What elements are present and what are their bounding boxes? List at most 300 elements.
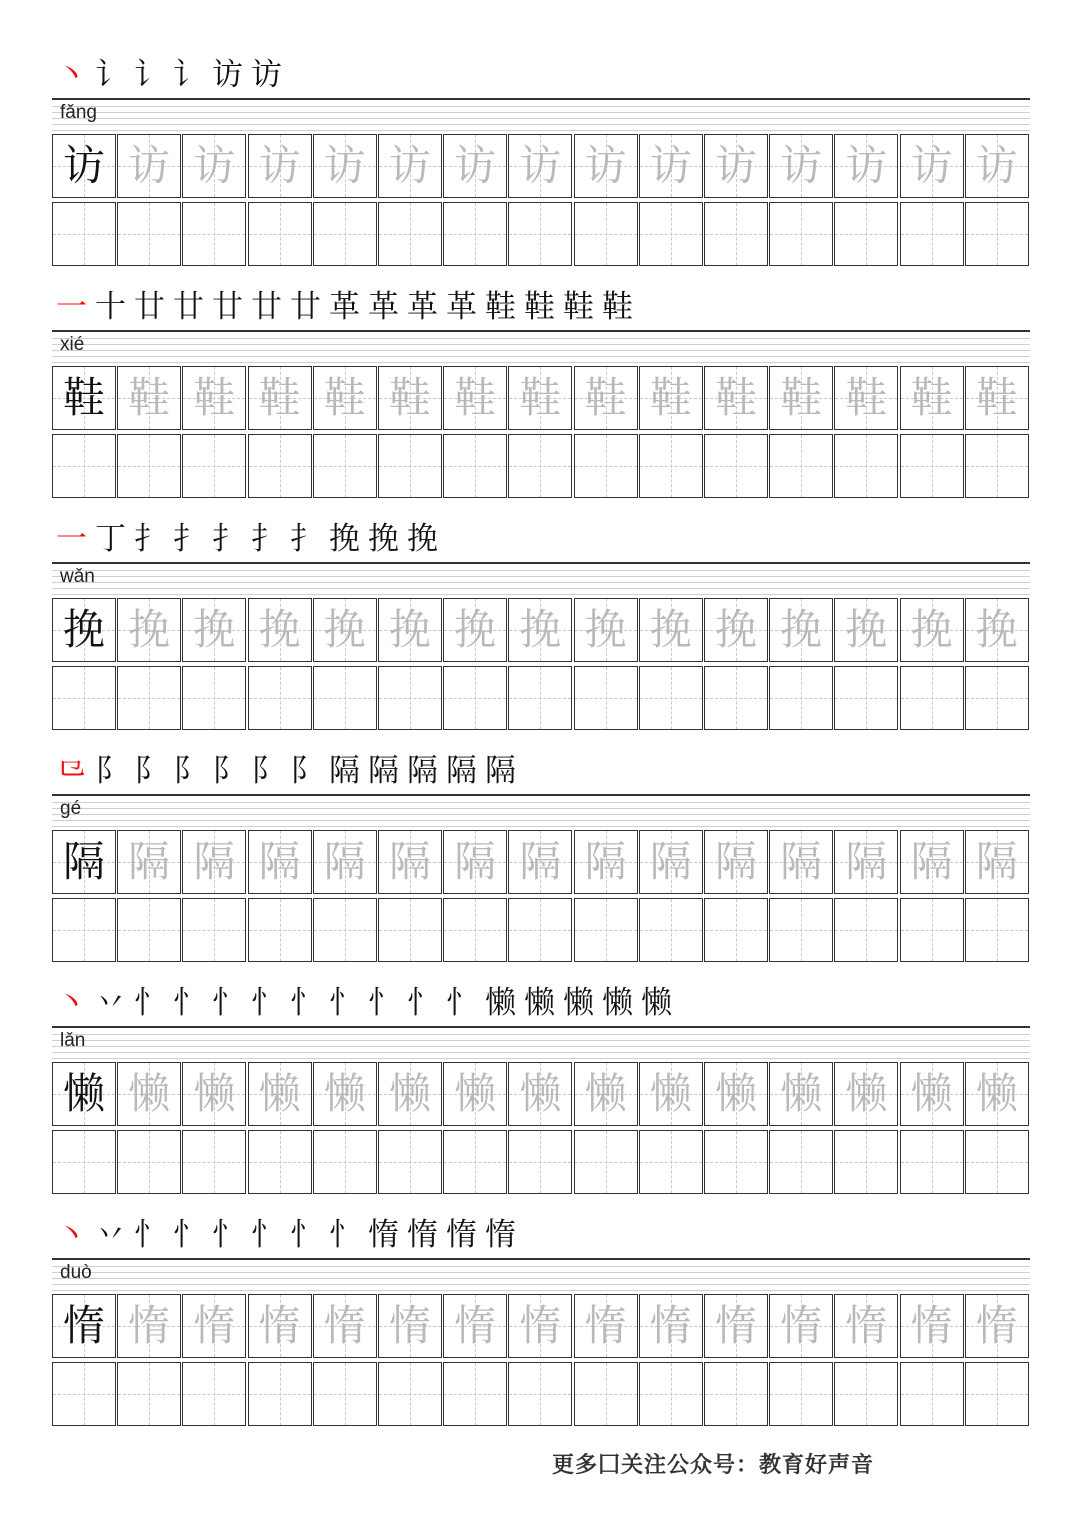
practice-cell[interactable] xyxy=(443,666,507,730)
practice-cell[interactable] xyxy=(704,666,768,730)
practice-cell[interactable] xyxy=(834,202,898,266)
practice-cell[interactable] xyxy=(248,1130,312,1194)
trace-cell xyxy=(248,830,312,894)
practice-cell[interactable] xyxy=(508,666,572,730)
practice-cell[interactable] xyxy=(378,434,442,498)
guide-line xyxy=(52,808,1030,809)
stroke-step: 一 xyxy=(56,289,91,325)
stroke-step: 讠 xyxy=(173,57,208,93)
pinyin-label: lǎn xyxy=(60,1030,86,1051)
practice-cell[interactable] xyxy=(378,202,442,266)
trace-cell xyxy=(769,830,833,894)
stroke-step: 懒 xyxy=(524,985,559,1021)
stroke-step: 廿 xyxy=(212,289,247,325)
guide-line xyxy=(52,826,1030,827)
trace-character: 挽 xyxy=(258,605,301,654)
guide-line xyxy=(52,130,1030,131)
trace-cell xyxy=(900,134,964,198)
trace-character: 隔 xyxy=(975,837,1018,886)
tracing-row xyxy=(52,598,1030,662)
trace-character: 鞋 xyxy=(193,373,236,422)
trace-character: 挽 xyxy=(780,605,823,654)
practice-cell[interactable] xyxy=(704,202,768,266)
practice-cell[interactable] xyxy=(117,1130,181,1194)
trace-character: 鞋 xyxy=(454,373,497,422)
trace-character: 懒 xyxy=(910,1069,953,1118)
trace-character: 访 xyxy=(780,141,823,190)
stroke-step: 挽 xyxy=(329,521,364,557)
trace-cell xyxy=(900,1062,964,1126)
trace-cell xyxy=(639,366,703,430)
stroke-step: 鞋 xyxy=(485,289,520,325)
trace-character: 挽 xyxy=(519,605,562,654)
stroke-step: 革 xyxy=(407,289,442,325)
practice-cell[interactable] xyxy=(52,1130,116,1194)
trace-cell xyxy=(378,830,442,894)
guide-line xyxy=(52,1058,1030,1059)
practice-cell[interactable] xyxy=(378,1362,442,1426)
practice-cell[interactable] xyxy=(52,1362,116,1426)
practice-cell[interactable] xyxy=(182,666,246,730)
practice-cell[interactable] xyxy=(52,202,116,266)
footer-note: 更多囗关注公众号：教育好声音 xyxy=(552,1452,875,1477)
trace-character: 懒 xyxy=(584,1069,627,1118)
trace-character: 鞋 xyxy=(388,373,431,422)
stroke-step: 阝 xyxy=(290,753,325,789)
practice-cell[interactable] xyxy=(182,1362,246,1426)
trace-character: 访 xyxy=(128,141,171,190)
practice-cell[interactable] xyxy=(639,434,703,498)
trace-cell xyxy=(769,598,833,662)
stroke-step: 懒 xyxy=(602,985,637,1021)
practice-cell[interactable] xyxy=(900,1130,964,1194)
header-rule xyxy=(52,794,1030,796)
trace-character: 鞋 xyxy=(845,373,888,422)
trace-character: 惰 xyxy=(975,1301,1018,1350)
practice-cell[interactable] xyxy=(574,202,638,266)
trace-cell xyxy=(117,598,181,662)
trace-cell xyxy=(574,830,638,894)
trace-character: 隔 xyxy=(128,837,171,886)
practice-cell[interactable] xyxy=(834,666,898,730)
stroke-step: 忄 xyxy=(251,985,286,1021)
model-character: 挽 xyxy=(62,605,105,654)
trace-cell xyxy=(508,366,572,430)
practice-cell[interactable] xyxy=(965,898,1029,962)
stroke-step: 丁 xyxy=(95,521,130,557)
stroke-order-row xyxy=(56,980,1056,1026)
trace-cell xyxy=(182,830,246,894)
practice-cell[interactable] xyxy=(508,898,572,962)
stroke-step: ⺋ xyxy=(56,753,91,789)
trace-cell xyxy=(378,598,442,662)
trace-character: 懒 xyxy=(193,1069,236,1118)
trace-character: 隔 xyxy=(714,837,757,886)
trace-cell xyxy=(248,366,312,430)
trace-character: 访 xyxy=(584,141,627,190)
practice-cell[interactable] xyxy=(769,898,833,962)
stroke-order-row xyxy=(56,516,1056,562)
stroke-step: 阝 xyxy=(251,753,286,789)
blank-practice-row xyxy=(52,1362,1030,1426)
trace-cell xyxy=(248,1062,312,1126)
practice-cell[interactable] xyxy=(52,434,116,498)
practice-cell[interactable] xyxy=(574,1130,638,1194)
practice-cell[interactable] xyxy=(704,898,768,962)
trace-cell xyxy=(574,1294,638,1358)
stroke-step: 革 xyxy=(368,289,403,325)
practice-cell[interactable] xyxy=(639,1362,703,1426)
trace-cell xyxy=(834,1294,898,1358)
stroke-step: 鞋 xyxy=(524,289,559,325)
trace-character: 隔 xyxy=(519,837,562,886)
guide-line xyxy=(52,338,1030,339)
trace-cell xyxy=(574,598,638,662)
trace-character: 懒 xyxy=(649,1069,692,1118)
stroke-step: 阝 xyxy=(95,753,130,789)
trace-character: 懒 xyxy=(388,1069,431,1118)
guide-line xyxy=(52,344,1030,345)
trace-cell xyxy=(182,134,246,198)
practice-cell[interactable] xyxy=(704,434,768,498)
trace-cell xyxy=(508,598,572,662)
stroke-step: 鞋 xyxy=(563,289,598,325)
trace-cell xyxy=(769,366,833,430)
pinyin-label: duò xyxy=(60,1262,92,1283)
trace-cell xyxy=(834,134,898,198)
practice-cell[interactable] xyxy=(574,1362,638,1426)
trace-character: 挽 xyxy=(714,605,757,654)
guide-line xyxy=(52,124,1030,125)
practice-cell[interactable] xyxy=(639,1130,703,1194)
character-section xyxy=(0,278,1080,510)
trace-cell xyxy=(117,134,181,198)
trace-cell xyxy=(508,830,572,894)
practice-cell[interactable] xyxy=(574,666,638,730)
stroke-step: 扌 xyxy=(212,521,247,557)
guide-line xyxy=(52,1046,1030,1047)
practice-cell[interactable] xyxy=(248,666,312,730)
practice-cell[interactable] xyxy=(182,434,246,498)
trace-cell xyxy=(313,134,377,198)
practice-cell[interactable] xyxy=(117,202,181,266)
stroke-step: 革 xyxy=(329,289,364,325)
trace-character: 鞋 xyxy=(780,373,823,422)
stroke-step: 惰 xyxy=(407,1217,442,1253)
practice-cell[interactable] xyxy=(248,1362,312,1426)
practice-cell[interactable] xyxy=(313,1130,377,1194)
trace-cell xyxy=(443,1294,507,1358)
trace-cell xyxy=(182,1294,246,1358)
practice-cell[interactable] xyxy=(508,434,572,498)
model-cell xyxy=(52,134,116,198)
trace-character: 鞋 xyxy=(519,373,562,422)
model-character: 惰 xyxy=(62,1301,105,1350)
trace-character: 懒 xyxy=(128,1069,171,1118)
stroke-step: 鞋 xyxy=(602,289,637,325)
character-section xyxy=(0,974,1080,1206)
practice-cell[interactable] xyxy=(508,1130,572,1194)
stroke-step: 革 xyxy=(446,289,481,325)
stroke-step: 丶 xyxy=(56,57,91,93)
trace-cell xyxy=(508,134,572,198)
guide-line xyxy=(52,362,1030,363)
practice-cell[interactable] xyxy=(313,202,377,266)
trace-character: 惰 xyxy=(193,1301,236,1350)
trace-character: 惰 xyxy=(388,1301,431,1350)
practice-cell[interactable] xyxy=(248,434,312,498)
trace-cell xyxy=(639,134,703,198)
practice-cell[interactable] xyxy=(639,666,703,730)
practice-cell[interactable] xyxy=(900,666,964,730)
blank-practice-row xyxy=(52,202,1030,266)
trace-cell xyxy=(248,598,312,662)
practice-cell[interactable] xyxy=(965,666,1029,730)
stroke-step: 挽 xyxy=(368,521,403,557)
stroke-step: 忄 xyxy=(290,1217,325,1253)
model-cell xyxy=(52,366,116,430)
guide-line xyxy=(52,1290,1030,1291)
model-character: 访 xyxy=(62,141,105,190)
guide-line xyxy=(52,356,1030,357)
trace-cell xyxy=(574,366,638,430)
practice-cell[interactable] xyxy=(900,434,964,498)
model-cell xyxy=(52,1294,116,1358)
practice-cell[interactable] xyxy=(313,434,377,498)
stroke-order-row xyxy=(56,52,1056,98)
practice-cell[interactable] xyxy=(769,666,833,730)
trace-character: 访 xyxy=(258,141,301,190)
practice-cell[interactable] xyxy=(182,1130,246,1194)
practice-cell[interactable] xyxy=(117,666,181,730)
guide-line xyxy=(52,1034,1030,1035)
practice-cell[interactable] xyxy=(378,666,442,730)
trace-character: 惰 xyxy=(910,1301,953,1350)
stroke-step: 忄 xyxy=(290,985,325,1021)
trace-cell xyxy=(639,1062,703,1126)
trace-character: 隔 xyxy=(584,837,627,886)
practice-cell[interactable] xyxy=(965,1362,1029,1426)
trace-character: 挽 xyxy=(584,605,627,654)
stroke-step: 丷 xyxy=(95,985,130,1021)
blank-practice-row xyxy=(52,898,1030,962)
practice-cell[interactable] xyxy=(378,1130,442,1194)
trace-cell xyxy=(834,830,898,894)
character-section xyxy=(0,46,1080,278)
practice-cell[interactable] xyxy=(965,202,1029,266)
practice-cell[interactable] xyxy=(574,434,638,498)
trace-character: 惰 xyxy=(649,1301,692,1350)
trace-cell xyxy=(443,366,507,430)
trace-character: 访 xyxy=(519,141,562,190)
model-character: 懒 xyxy=(62,1069,105,1118)
practice-cell[interactable] xyxy=(117,898,181,962)
stroke-step: 扌 xyxy=(134,521,169,557)
stroke-step: 阝 xyxy=(212,753,247,789)
practice-cell[interactable] xyxy=(248,898,312,962)
stroke-step: 忄 xyxy=(329,1217,364,1253)
practice-cell[interactable] xyxy=(834,434,898,498)
trace-cell xyxy=(378,1294,442,1358)
trace-character: 鞋 xyxy=(910,373,953,422)
stroke-step: 隔 xyxy=(368,753,403,789)
stroke-step: 扌 xyxy=(173,521,208,557)
trace-character: 懒 xyxy=(780,1069,823,1118)
practice-cell[interactable] xyxy=(443,202,507,266)
trace-character: 惰 xyxy=(845,1301,888,1350)
trace-character: 隔 xyxy=(454,837,497,886)
practice-cell[interactable] xyxy=(965,1130,1029,1194)
pinyin-label: fǎng xyxy=(60,102,97,123)
trace-character: 惰 xyxy=(519,1301,562,1350)
practice-cell[interactable] xyxy=(639,202,703,266)
stroke-step: 隔 xyxy=(485,753,520,789)
practice-cell[interactable] xyxy=(443,434,507,498)
tracing-row xyxy=(52,134,1030,198)
trace-character: 访 xyxy=(193,141,236,190)
trace-cell xyxy=(965,830,1029,894)
trace-character: 隔 xyxy=(649,837,692,886)
header-rule xyxy=(52,1258,1030,1260)
stroke-step: 丷 xyxy=(95,1217,130,1253)
header-rule xyxy=(52,330,1030,332)
model-cell xyxy=(52,1062,116,1126)
trace-cell xyxy=(508,1294,572,1358)
guide-line xyxy=(52,576,1030,577)
trace-cell xyxy=(574,134,638,198)
stroke-step: 扌 xyxy=(290,521,325,557)
blank-practice-row xyxy=(52,434,1030,498)
practice-cell[interactable] xyxy=(182,202,246,266)
tracing-row xyxy=(52,830,1030,894)
stroke-step: 忄 xyxy=(173,985,208,1021)
practice-cell[interactable] xyxy=(313,898,377,962)
stroke-step: 阝 xyxy=(134,753,169,789)
trace-cell xyxy=(313,366,377,430)
stroke-step: 忄 xyxy=(212,985,247,1021)
trace-cell xyxy=(704,1062,768,1126)
guide-line xyxy=(52,1272,1030,1273)
trace-cell xyxy=(965,1294,1029,1358)
practice-cell[interactable] xyxy=(182,898,246,962)
practice-cell[interactable] xyxy=(313,666,377,730)
practice-cell[interactable] xyxy=(313,1362,377,1426)
practice-cell[interactable] xyxy=(834,898,898,962)
practice-cell[interactable] xyxy=(508,202,572,266)
practice-cell[interactable] xyxy=(117,1362,181,1426)
trace-cell xyxy=(965,134,1029,198)
header-rule xyxy=(52,1026,1030,1028)
practice-cell[interactable] xyxy=(704,1362,768,1426)
practice-cell[interactable] xyxy=(248,202,312,266)
stroke-step: 忄 xyxy=(446,985,481,1021)
practice-cell[interactable] xyxy=(769,202,833,266)
trace-character: 懒 xyxy=(519,1069,562,1118)
guide-line xyxy=(52,802,1030,803)
practice-cell[interactable] xyxy=(769,1362,833,1426)
stroke-step: 隔 xyxy=(446,753,481,789)
model-cell xyxy=(52,598,116,662)
trace-character: 挽 xyxy=(845,605,888,654)
stroke-step: 一 xyxy=(56,521,91,557)
stroke-step: 忄 xyxy=(407,985,442,1021)
trace-character: 隔 xyxy=(388,837,431,886)
trace-character: 访 xyxy=(845,141,888,190)
practice-cell[interactable] xyxy=(769,1130,833,1194)
practice-cell[interactable] xyxy=(965,434,1029,498)
trace-cell xyxy=(182,598,246,662)
trace-character: 挽 xyxy=(193,605,236,654)
practice-cell[interactable] xyxy=(52,898,116,962)
pinyin-label: xié xyxy=(60,334,85,355)
trace-cell xyxy=(313,1294,377,1358)
trace-character: 访 xyxy=(975,141,1018,190)
guide-line xyxy=(52,1040,1030,1041)
trace-cell xyxy=(900,1294,964,1358)
trace-cell xyxy=(117,366,181,430)
stroke-step: 廿 xyxy=(173,289,208,325)
trace-cell xyxy=(639,830,703,894)
character-section xyxy=(0,510,1080,742)
practice-cell[interactable] xyxy=(639,898,703,962)
practice-cell[interactable] xyxy=(704,1130,768,1194)
stroke-order-row xyxy=(56,748,1056,794)
guide-line xyxy=(52,106,1030,107)
practice-cell[interactable] xyxy=(117,434,181,498)
practice-cell[interactable] xyxy=(900,1362,964,1426)
practice-cell[interactable] xyxy=(508,1362,572,1426)
practice-cell[interactable] xyxy=(443,898,507,962)
stroke-order-row xyxy=(56,284,1056,330)
practice-cell[interactable] xyxy=(443,1362,507,1426)
practice-cell[interactable] xyxy=(574,898,638,962)
trace-character: 惰 xyxy=(714,1301,757,1350)
trace-character: 惰 xyxy=(323,1301,366,1350)
trace-character: 访 xyxy=(649,141,692,190)
stroke-step: 惰 xyxy=(446,1217,481,1253)
trace-cell xyxy=(704,134,768,198)
practice-cell[interactable] xyxy=(52,666,116,730)
guide-line xyxy=(52,570,1030,571)
practice-cell[interactable] xyxy=(834,1362,898,1426)
tracing-row xyxy=(52,1062,1030,1126)
trace-character: 隔 xyxy=(845,837,888,886)
practice-cell[interactable] xyxy=(900,202,964,266)
practice-cell[interactable] xyxy=(834,1130,898,1194)
stroke-step: 惰 xyxy=(368,1217,403,1253)
trace-cell xyxy=(900,598,964,662)
trace-cell xyxy=(248,1294,312,1358)
trace-character: 挽 xyxy=(649,605,692,654)
stroke-step: 廿 xyxy=(251,289,286,325)
stroke-step: 访 xyxy=(212,57,247,93)
guide-line xyxy=(52,118,1030,119)
trace-cell xyxy=(508,1062,572,1126)
practice-cell[interactable] xyxy=(378,898,442,962)
trace-cell xyxy=(639,598,703,662)
trace-cell xyxy=(117,1294,181,1358)
trace-character: 访 xyxy=(714,141,757,190)
trace-cell xyxy=(965,366,1029,430)
practice-cell[interactable] xyxy=(900,898,964,962)
trace-character: 挽 xyxy=(323,605,366,654)
trace-character: 鞋 xyxy=(714,373,757,422)
practice-cell[interactable] xyxy=(443,1130,507,1194)
blank-practice-row xyxy=(52,1130,1030,1194)
header-rule xyxy=(52,98,1030,100)
trace-character: 惰 xyxy=(128,1301,171,1350)
practice-cell[interactable] xyxy=(769,434,833,498)
